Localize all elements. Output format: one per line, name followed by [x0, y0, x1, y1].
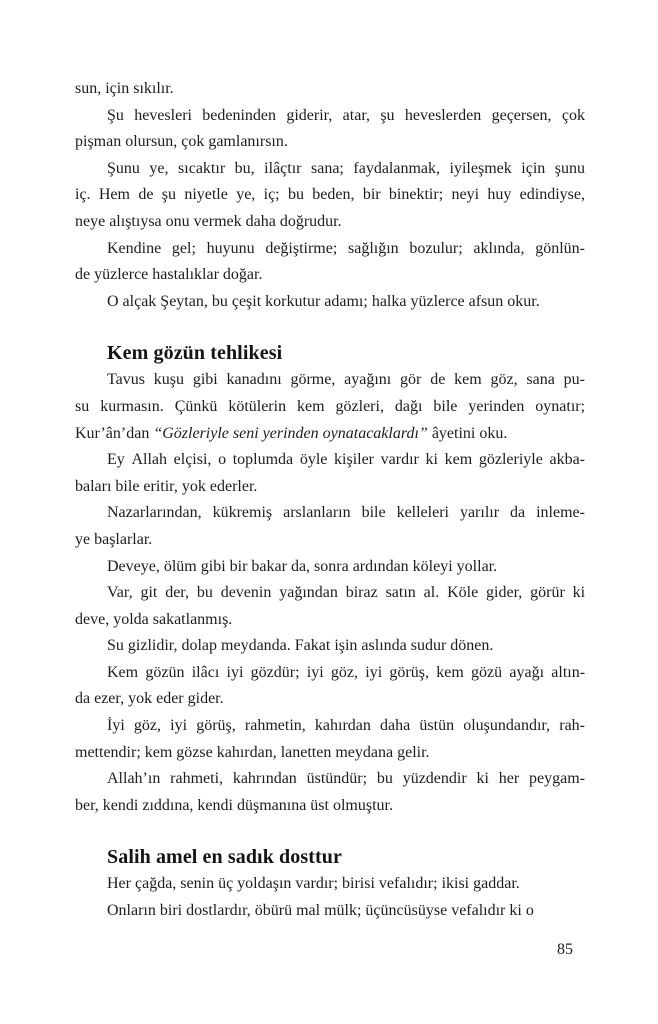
quote-italic-text: “Gözleriyle seni yerinden oynatacaklardı”	[153, 424, 432, 442]
text-segment: Kur’ân’dan	[75, 424, 154, 442]
text-line	[75, 713, 585, 740]
text-segment: mettendir; kem gözse kahırdan, lanetten meydana gelir.	[75, 743, 430, 761]
word: Köle	[447, 584, 479, 602]
paragraph	[75, 766, 585, 819]
word: her	[498, 770, 520, 788]
word: şu	[380, 106, 395, 124]
word: heveslerden	[404, 106, 482, 124]
word: de	[430, 371, 446, 389]
text-line	[75, 500, 585, 527]
word: şu	[161, 186, 176, 204]
word: biraz	[345, 584, 378, 602]
paragraph	[75, 367, 585, 447]
word: gör	[400, 371, 422, 389]
word: iyileşmek	[449, 159, 512, 177]
paragraph	[75, 500, 585, 553]
section-heading: Kem gözün tehlikesi	[107, 342, 283, 365]
word: daha	[380, 717, 411, 735]
word: gider,	[486, 584, 523, 602]
word: ilâçtır	[264, 159, 302, 177]
paragraph	[75, 660, 585, 713]
word: rahmeti,	[170, 770, 224, 788]
paragraph	[75, 156, 585, 236]
paragraph	[75, 554, 585, 581]
word: neyi	[451, 186, 480, 204]
word: bu	[287, 186, 304, 204]
text-line	[75, 607, 585, 634]
word: ki	[476, 770, 489, 788]
text-line	[75, 367, 585, 394]
word: ilâcı	[191, 663, 220, 681]
word: kuşu	[153, 371, 185, 389]
word: akba-	[549, 451, 585, 469]
text-line	[75, 421, 585, 448]
word: sıcaktır	[178, 159, 226, 177]
paragraph	[75, 871, 585, 898]
word: iç.	[75, 186, 91, 204]
text-line	[75, 236, 585, 263]
word: der,	[165, 584, 189, 602]
text-line	[75, 474, 585, 501]
text-segment: ber, kendi zıddına, kendi düşmanına üst olmuştur.	[75, 796, 393, 814]
word: elçisi,	[173, 451, 212, 469]
paragraph	[75, 633, 585, 660]
word: satın	[385, 584, 416, 602]
word: sana;	[311, 159, 344, 177]
text-line	[75, 156, 585, 183]
word: sana	[526, 371, 555, 389]
text-segment: deve, yolda sakatlanmış.	[75, 610, 233, 628]
word: peygam-	[529, 770, 585, 788]
text-line	[75, 740, 585, 767]
word: gözü	[471, 663, 503, 681]
section-heading: Salih amel en sadık dosttur	[107, 846, 342, 869]
page-number: 85	[557, 941, 573, 958]
word: iyi	[365, 663, 383, 681]
word: hevesleri	[134, 106, 192, 124]
word: iyi	[306, 663, 324, 681]
word: kükremiş	[212, 504, 273, 522]
text-segment: O alçak Şeytan, bu çeşit korkutur adamı; halka yüzlerce afsun okur.	[107, 292, 540, 310]
word: kahrından	[232, 770, 297, 788]
text-line	[75, 554, 585, 581]
text-segment: sun, için sıkılır.	[75, 80, 174, 97]
text-line	[75, 394, 585, 421]
word: şunu	[554, 159, 585, 177]
text-line	[75, 633, 585, 660]
text-line	[75, 447, 585, 474]
text-line	[75, 182, 585, 209]
text-segment: Onların biri dostlardır, öbürü mal mülk; üçüncüsüyse vefalıdır ki o	[107, 902, 534, 920]
word: iç;	[263, 186, 280, 204]
word: ki	[572, 584, 585, 602]
word: su	[75, 397, 90, 415]
word: iyi	[170, 717, 188, 735]
word: gel;	[171, 239, 196, 257]
word: gözün	[145, 663, 185, 681]
word: Çünkü	[174, 397, 218, 415]
word: İyi	[107, 717, 125, 735]
word: üstündür;	[306, 770, 368, 788]
word: inleme-	[536, 504, 585, 522]
word: Allah’ın	[107, 770, 161, 788]
paragraph	[75, 713, 585, 766]
word: kötülerin	[228, 397, 287, 415]
word: görür	[530, 584, 565, 602]
word: göz,	[490, 371, 518, 389]
word: bile	[361, 504, 386, 522]
word: pu-	[563, 371, 585, 389]
word: ki	[425, 451, 438, 469]
word: edindiyse,	[519, 186, 585, 204]
word: yüzdendir	[402, 770, 467, 788]
text-line	[75, 686, 585, 713]
word: bedeninden	[202, 106, 277, 124]
text-line	[75, 793, 585, 820]
word: dağı	[394, 397, 423, 415]
word: Kendine	[107, 239, 162, 257]
word: rah-	[559, 717, 585, 735]
word: bu,	[234, 159, 255, 177]
text-line	[75, 527, 585, 554]
paragraph	[75, 76, 585, 103]
word: yağından	[279, 584, 338, 602]
text-line	[75, 129, 585, 156]
text-segment: neye alıştıysa onu vermek daha doğrudur.	[75, 212, 342, 230]
word: yarılır	[459, 504, 500, 522]
word: gözleri,	[335, 397, 384, 415]
word: da	[510, 504, 526, 522]
word: oluşundandır,	[463, 717, 551, 735]
word: Allah	[131, 451, 167, 469]
text-segment: da ezer, yok eder gider.	[75, 690, 224, 708]
paragraph	[75, 447, 585, 500]
word: niyetle	[184, 186, 228, 204]
word: kanadını	[226, 371, 282, 389]
word: geçersen,	[491, 106, 552, 124]
paragraph	[75, 103, 585, 156]
text-line	[75, 103, 585, 130]
word: ye,	[149, 159, 169, 177]
word: kelleleri	[396, 504, 449, 522]
word: Nazarlarından,	[107, 504, 202, 522]
paragraph	[75, 236, 585, 289]
word: kem	[297, 397, 325, 415]
word: bile	[433, 397, 458, 415]
paragraph	[75, 898, 585, 925]
word: Hem	[98, 186, 130, 204]
word: Tavus	[107, 371, 145, 389]
text-segment: ye başlarlar.	[75, 530, 153, 548]
word: gözdür;	[250, 663, 300, 681]
word: vardır	[380, 451, 419, 469]
text-segment: Her çağda, senin üç yoldaşın vardır; birisi vefalıdır; ikisi gaddar.	[107, 875, 520, 893]
word: bir	[362, 186, 381, 204]
word: altın-	[551, 663, 585, 681]
word: oynatır;	[535, 397, 585, 415]
text-column	[75, 76, 585, 925]
word: Ey	[107, 451, 125, 469]
word: kem	[454, 371, 482, 389]
word: sağlığın	[348, 239, 399, 257]
paragraph	[75, 289, 585, 316]
word: kem	[436, 663, 464, 681]
word: yerinden	[468, 397, 525, 415]
word: Şu	[107, 106, 124, 124]
text-line	[75, 262, 585, 289]
word: devenin	[220, 584, 272, 602]
word: al.	[423, 584, 440, 602]
text-line	[75, 209, 585, 236]
word: binektir;	[388, 186, 444, 204]
word: arslanların	[283, 504, 351, 522]
text-line	[75, 898, 585, 925]
text-segment: Su gizlidir, dolap meydanda. Fakat işin aslında sudur dönen.	[107, 637, 494, 655]
word: ayağı	[509, 663, 545, 681]
word: bu	[196, 584, 213, 602]
word: faydalanmak,	[353, 159, 441, 177]
text-line	[75, 76, 585, 103]
word: için	[521, 159, 546, 177]
word: gönlün-	[535, 239, 585, 257]
word: de	[138, 186, 154, 204]
text-line	[75, 580, 585, 607]
paragraph	[75, 580, 585, 633]
text-line	[75, 871, 585, 898]
word: huy	[487, 186, 512, 204]
text-line	[75, 660, 585, 687]
word: öyle	[299, 451, 328, 469]
word: huyunu	[206, 239, 255, 257]
word: giderir,	[286, 106, 333, 124]
word: rahmetin,	[244, 717, 306, 735]
word: ayağını	[344, 371, 392, 389]
word: kahırdan	[314, 717, 371, 735]
word: bozulur;	[409, 239, 463, 257]
text-segment: âyetini oku.	[431, 424, 508, 442]
word: göz,	[330, 663, 359, 681]
word: görme,	[290, 371, 336, 389]
word: çok	[561, 106, 585, 124]
word: Kem	[107, 663, 139, 681]
word: beden,	[312, 186, 355, 204]
text-segment: pişman olursun, çok gamlanırsın.	[75, 133, 288, 151]
word: görüş,	[389, 663, 429, 681]
text-segment: Deveye, ölüm gibi bir bakar da, sonra ardından köleyi yollar.	[107, 557, 498, 575]
text-line	[75, 766, 585, 793]
word: göz,	[133, 717, 162, 735]
word: git	[140, 584, 158, 602]
word: ye,	[236, 186, 256, 204]
word: iyi	[226, 663, 244, 681]
text-line	[75, 289, 585, 316]
word: toplumda	[232, 451, 294, 469]
word: Var,	[107, 584, 133, 602]
word: o	[218, 451, 227, 469]
word: üstün	[419, 717, 455, 735]
word: atar,	[342, 106, 371, 124]
word: gözleriyle	[478, 451, 543, 469]
word: aklında,	[473, 239, 525, 257]
word: kurmasın.	[100, 397, 164, 415]
text-segment: de yüzlerce hastalıklar doğar.	[75, 266, 263, 284]
word: görüş,	[196, 717, 236, 735]
word: Şunu	[107, 159, 140, 177]
word: kem	[444, 451, 473, 469]
word: gibi	[192, 371, 218, 389]
word: kişiler	[334, 451, 375, 469]
word: değiştirme;	[265, 239, 338, 257]
word: bu	[376, 770, 393, 788]
text-segment: baları bile eritir, yok ederler.	[75, 477, 258, 495]
